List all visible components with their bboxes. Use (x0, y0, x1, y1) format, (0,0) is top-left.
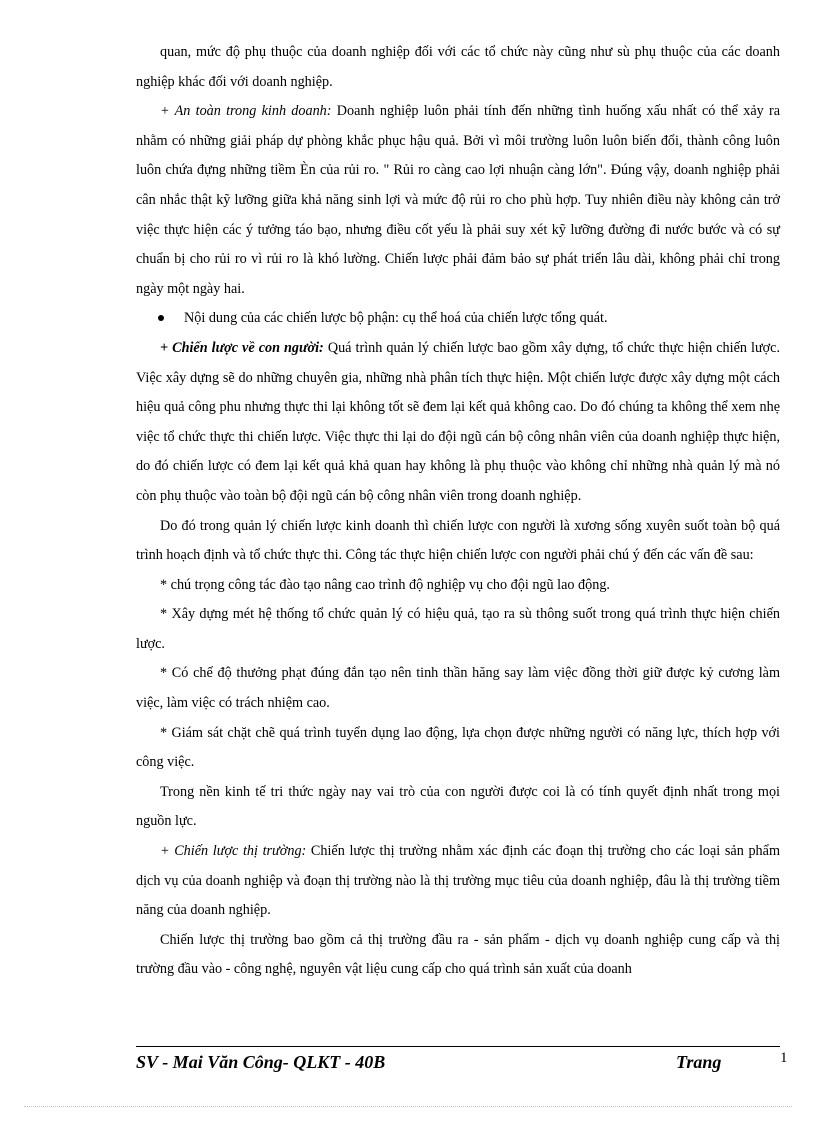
footer-divider (136, 1046, 780, 1047)
paragraph-knowledge-economy: Trong nền kinh tế tri thức ngày nay vai trò của con người được coi là có tính quyết định nhất trong mọi nguồn lực. (136, 783, 780, 830)
bullet-text: Nội dung của các chiến lược bộ phận: cụ thể hoá của chiến lược tổng quát. (184, 310, 608, 327)
footer-author: SV - Mai Văn Công- QLKT - 40B (136, 1052, 386, 1072)
paragraph-lead-business-safety: + An toàn trong kinh doanh: (160, 103, 332, 120)
paragraph-lead-market-strategy: + Chiến lược thị trường: (160, 843, 307, 860)
list-item-training: * chú trọng công tác đào tạo nâng cao trình độ nghiệp vụ cho đội ngũ lao động. (160, 576, 610, 593)
footer-page-label: Trang (676, 1052, 722, 1072)
list-item-management-system: * Xây dựng mét hệ thống tổ chức quản lý có hiệu quả, tạo ra sù thông suốt trong quá trình thực hiện chiến lược. (136, 606, 780, 652)
document-body (136, 38, 780, 985)
list-item-reward-policy: * Có chế độ thưởng phạt đúng đắn tạo nên tinh thần hăng say làm việc đồng thời giữ được kỷ cương làm việc, làm việc có trách nhiệm cao. (136, 665, 780, 712)
bullet-item-component-strategies (136, 304, 780, 334)
paragraph-human-strategy-backbone: Do đó trong quản lý chiến lược kinh doanh thì chiến lược con người là xương sống xuyên suốt toàn bộ quá trình hoạch định và tổ chức thực thi. Công tác thực hiện chiến lược con người phải chú ý đến các vấn đề sau: (136, 517, 780, 564)
page-number: 1 (780, 1050, 788, 1066)
paragraph-text-business-safety: Doanh nghiệp luôn phải tính đến những tình huống xấu nhất có thể xảy ra nhằm có những giải pháp dự phòng khắc phục hậu quả. Bởi vì môi trường luôn luôn biến đổi, thành công luôn luôn chứa đựng những tiềm Èn của rủi ro. " Rủi ro càng cao lợi nhuận càng lớn". Đúng vậy, doanh nghiệp phải cân nhắc thật kỹ lưỡng giữa khả năng sinh lợi và mức độ rủi ro cho phù hợp. Tuy nhiên điều này không cản trở việc thực hiện các ý tưởng táo bạo, nhưng điều cốt yếu là phải suy xét kỹ lưỡng đường đi nước bước và có sự chuẩn bị cho rủi ro vì rủi ro là khó lường. Chiến lược phải đảm bảo sự phát triển lâu dài, không phải chỉ trong ngày một ngày hai. (136, 103, 781, 297)
paragraph-market-scope: Chiến lược thị trường bao gồm cả thị trường đầu ra - sản phẩm - dịch vụ doanh nghiệp cung cấp và thị trường đầu vào - công nghệ, nguyên vật liệu cung cấp cho quá trình sản xuất của doanh (136, 931, 780, 978)
paragraph-continuation: quan, mức độ phụ thuộc của doanh nghiệp đối với các tổ chức này cũng như sù phụ thuộc của các doanh nghiệp khác đối với doanh nghiệp. (136, 44, 780, 90)
list-item-recruitment: * Giám sát chặt chẽ quá trình tuyển dụng lao động, lựa chọn được những người có năng lực, thích hợp với công việc. (136, 724, 780, 771)
paragraph-text-human-strategy: Quá trình quản lý chiến lược bao gồm xây dựng, tổ chức thực hiện chiến lược. Việc xây dựng sẽ do những chuyên gia, những nhà phân tích thực hiện. Một chiến lược được xây dựng một cách hiệu quả công phu nhưng thực thi lại không tốt sẽ đem lại kết quả không cao. Do đó chúng ta không thể xem nhẹ việc tổ chức thực thi chiến lược. Việc thực thi lại do đội ngũ cán bộ công nhân viên của doanh nghiệp thực hiện, do đó chiến lược có đem lại kết quả khả quan hay không là phụ thuộc vào không chỉ những nhà quản lý mà nó còn phụ thuộc vào toàn bộ đội ngũ cán bộ công nhân viên trong doanh nghiệp. (136, 339, 780, 504)
paragraph-text-market-strategy: Chiến lược thị trường nhằm xác định các đoạn thị trường cho các loại sản phẩm dịch vụ của doanh nghiệp và đoạn thị trường nào là thị trường mục tiêu của doanh nghiệp, đâu là thị trường tiềm năng của doanh nghiệp. (136, 843, 780, 919)
paragraph-business-safety (136, 97, 780, 304)
paragraph-market-strategy (136, 837, 780, 926)
paragraph-lead-human-strategy: + Chiến lược về con người: (160, 339, 324, 356)
page-bottom-border (24, 1106, 792, 1107)
paragraph-human-strategy (136, 334, 780, 512)
